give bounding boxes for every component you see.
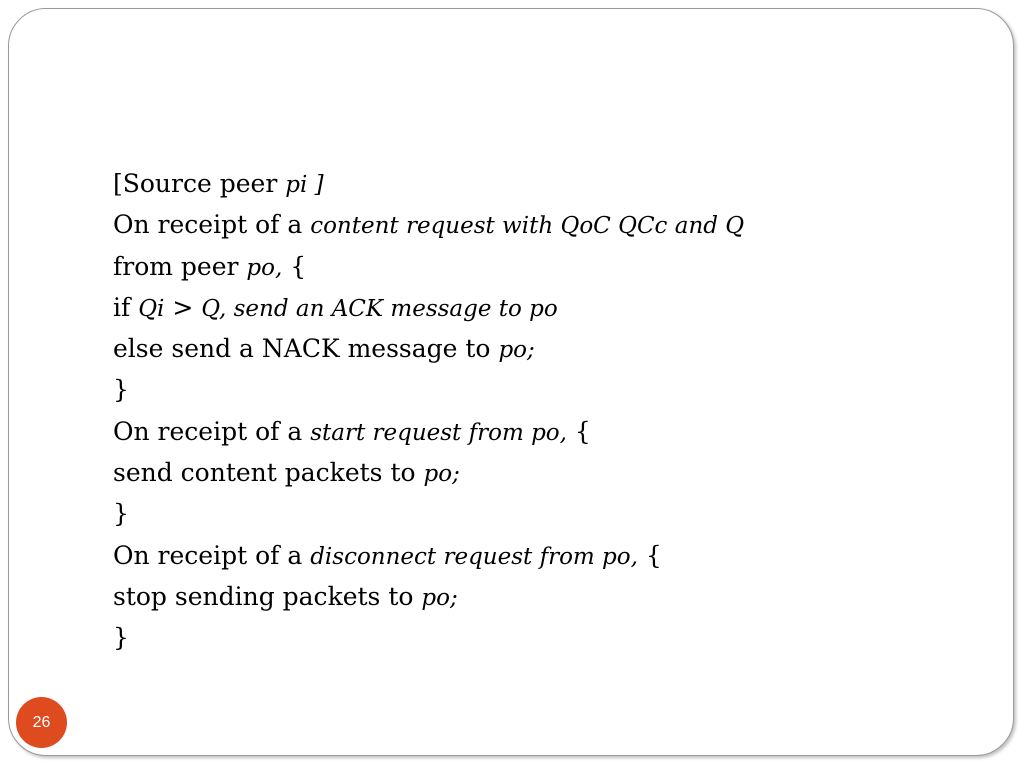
text-line bbox=[113, 163, 973, 204]
text-run: { bbox=[637, 540, 662, 570]
text-line bbox=[113, 369, 973, 410]
text-run: from peer bbox=[113, 251, 247, 281]
text-run: { bbox=[282, 251, 307, 281]
text-line bbox=[113, 576, 973, 617]
text-line bbox=[113, 535, 973, 576]
italic-text-run: po; bbox=[421, 584, 458, 611]
italic-text-run: disconnect request from po, bbox=[310, 543, 638, 570]
text-run: On receipt of a bbox=[113, 210, 311, 240]
italic-text-run: Qi bbox=[138, 295, 165, 322]
text-line bbox=[113, 287, 973, 328]
italic-text-run: po; bbox=[423, 461, 460, 488]
text-line bbox=[113, 328, 973, 369]
text-run: On receipt of a bbox=[113, 540, 311, 570]
text-line bbox=[113, 204, 973, 245]
algorithm-text-block bbox=[113, 163, 973, 659]
text-line bbox=[113, 617, 973, 658]
text-run: } bbox=[113, 375, 129, 405]
text-run: On receipt of a bbox=[113, 416, 311, 446]
text-line bbox=[113, 493, 973, 534]
page-number-badge bbox=[16, 697, 67, 748]
italic-text-run: start request from po, bbox=[310, 419, 567, 446]
italic-text-run: po, bbox=[246, 254, 283, 281]
italic-text-run: Q, send an ACK message to po bbox=[201, 295, 558, 322]
italic-text-run: content request with QoC QCc and Q bbox=[310, 213, 745, 240]
text-run: { bbox=[566, 416, 591, 446]
text-run: > bbox=[164, 292, 202, 322]
text-run: } bbox=[113, 623, 129, 653]
text-run: send content packets to bbox=[113, 458, 424, 488]
text-line bbox=[113, 246, 973, 287]
text-run: [Source peer bbox=[113, 169, 286, 198]
text-run: else send a NACK message to bbox=[113, 334, 499, 364]
page-number: 26 bbox=[32, 713, 51, 731]
text-run: stop sending packets to bbox=[113, 581, 422, 611]
italic-text-run: pi ] bbox=[285, 172, 324, 198]
italic-text-run: po; bbox=[498, 337, 535, 364]
text-run: } bbox=[113, 499, 129, 529]
text-line bbox=[113, 411, 973, 452]
text-line bbox=[113, 452, 973, 493]
text-run: if bbox=[113, 292, 139, 322]
